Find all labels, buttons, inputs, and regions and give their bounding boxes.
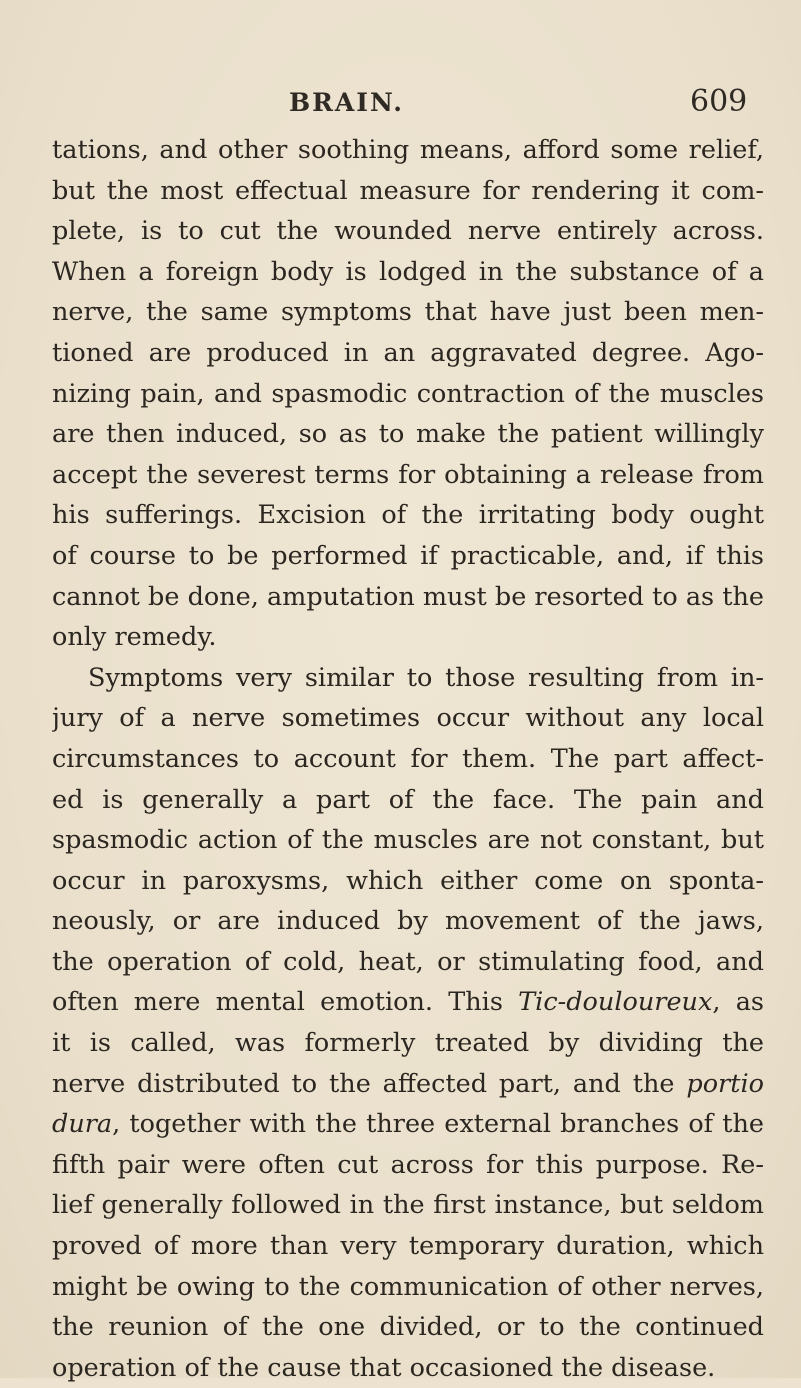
text-line: only remedy.: [52, 622, 217, 653]
running-head: [0, 80, 801, 124]
paragraph-start-line: Symptoms very similar to those resulting from in-: [88, 662, 764, 693]
text-line: fifth pair were often cut across for this purpose. Re-: [52, 1149, 764, 1180]
text-line: proved of more than very temporary duration, which: [52, 1231, 764, 1262]
text-segment: , as: [712, 987, 764, 1018]
text-line: operation of the cause that occasioned the disease.: [52, 1352, 716, 1383]
text-segment: nerve distributed to the affected part, and the: [52, 1068, 687, 1099]
text-segment: often mere mental emotion. This: [52, 987, 519, 1018]
text-line: neously, or are induced by movement of the jaws,: [52, 906, 764, 937]
text-line: occur in paroxysms, which either come on sponta-: [52, 865, 764, 896]
body-text: [52, 130, 764, 1388]
text-line: tioned are produced in an aggravated degree. Ago-: [52, 337, 764, 368]
text-line: When a foreign body is lodged in the substance of a: [52, 256, 764, 287]
italic-term: dura: [52, 1109, 113, 1140]
text-line: but the most effectual measure for rendering it com-: [52, 175, 764, 206]
text-line: nerve, the same symptoms that have just been men-: [52, 297, 764, 328]
text-line: tations, and other soothing means, afford some relief,: [52, 135, 764, 165]
text-line: cannot be done, amputation must be resorted to as the: [52, 581, 764, 612]
text-line: ed is generally a part of the face. The pain and: [52, 784, 764, 815]
text-line: it is called, was formerly treated by dividing the: [52, 1028, 764, 1059]
text-line: circumstances to account for them. The part affect-: [52, 743, 764, 774]
text-line: the operation of cold, heat, or stimulating food, and: [52, 946, 764, 977]
text-line: plete, is to cut the wounded nerve entirely across.: [52, 216, 764, 247]
text-segment: , together with the three external branches of the: [112, 1109, 764, 1140]
running-head-title: BRAIN.: [289, 88, 404, 117]
text-line: nizing pain, and spasmodic contraction of the muscles: [52, 378, 764, 409]
text-line: his sufferings. Excision of the irritating body ought: [52, 500, 764, 531]
text-line: are then induced, so as to make the patient willingly: [52, 419, 764, 450]
text-line: lief generally followed in the first instance, but seldom: [52, 1190, 764, 1221]
text-line: of course to be performed if practicable, and, if this: [52, 540, 764, 571]
text-line: accept the severest terms for obtaining a release from: [52, 459, 764, 490]
page-number: 609: [690, 84, 748, 119]
italic-term: portio: [686, 1068, 764, 1099]
text-line: [52, 982, 764, 1023]
text-line: spasmodic action of the muscles are not constant, but: [52, 825, 764, 856]
text-line: [52, 1064, 764, 1105]
text-line: the reunion of the one divided, or to the continued: [52, 1312, 764, 1343]
text-line: jury of a nerve sometimes occur without any local: [52, 703, 764, 734]
text-line: [52, 1104, 764, 1145]
italic-term: Tic-douloureux: [518, 987, 713, 1018]
text-line: might be owing to the communication of other nerves,: [52, 1271, 764, 1302]
